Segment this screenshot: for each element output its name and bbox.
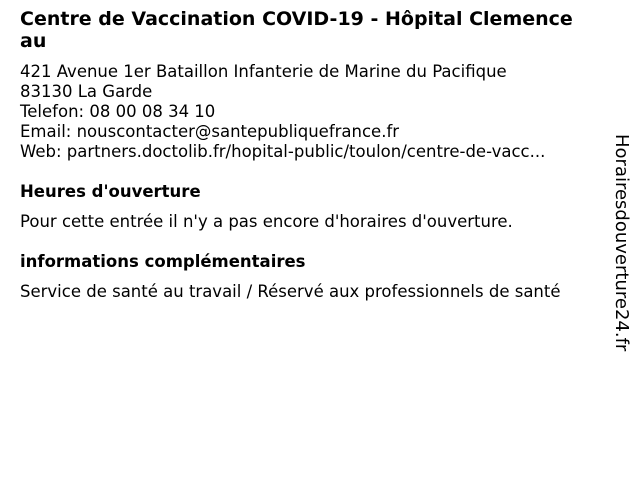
phone-label: Telefon:: [20, 102, 85, 121]
additional-info-heading: informations complémentaires: [20, 252, 306, 271]
web-label: Web:: [20, 142, 62, 161]
email-address[interactable]: nouscontacter@santepubliquefrance.fr: [76, 122, 400, 141]
contact-block: [20, 62, 590, 162]
address-line-street: 421 Avenue 1er Bataillon Infanterie de Marine du Pacifique: [20, 62, 507, 81]
additional-info-text: Service de santé au travail / Réservé aux professionnels de santé: [20, 282, 561, 301]
address-line-city: 83130 La Garde: [20, 82, 153, 101]
web-row: [20, 142, 590, 162]
listing-title: Centre de Vaccination COVID-19 - Hôpital Clemenceau: [20, 8, 573, 52]
opening-hours-heading: Heures d'ouverture: [20, 182, 201, 201]
listing-card: [20, 8, 590, 302]
email-label: Email:: [20, 122, 72, 141]
email-row: [20, 122, 590, 142]
phone-number[interactable]: 08 00 08 34 10: [89, 102, 216, 121]
opening-hours-text: Pour cette entrée il n'y a pas encore d'horaires d'ouverture.: [20, 212, 513, 231]
web-link[interactable]: partners.doctolib.fr/hopital-public/toulon/centre-de-vacc...: [66, 142, 546, 161]
site-watermark: Horairesdouverture24.fr: [611, 134, 632, 352]
phone-row: [20, 102, 590, 122]
